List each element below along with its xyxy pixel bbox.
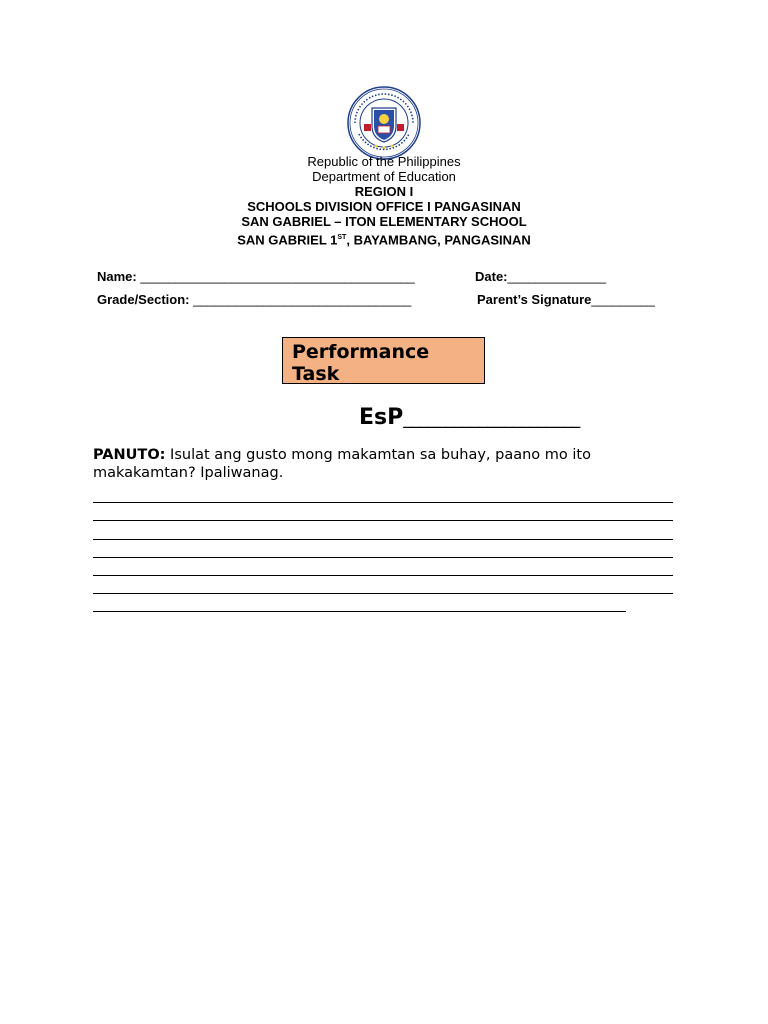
performance-task-box: Performance Task bbox=[282, 337, 485, 384]
parent-signature-label: Parent’s Signature bbox=[477, 292, 592, 307]
name-line: _______________________________________ bbox=[140, 269, 415, 284]
name-field[interactable] bbox=[97, 269, 415, 284]
header-school: SAN GABRIEL – ITON ELEMENTARY SCHOOL bbox=[241, 214, 527, 229]
answer-line[interactable] bbox=[93, 594, 626, 612]
answer-line[interactable] bbox=[93, 503, 673, 521]
date-label: Date: bbox=[475, 269, 508, 284]
header-region: REGION I bbox=[354, 184, 414, 199]
grade-section-field[interactable] bbox=[97, 292, 411, 307]
name-label: Name: bbox=[97, 269, 137, 284]
answer-area[interactable] bbox=[93, 485, 673, 612]
header-republic: Republic of the Philippines bbox=[307, 154, 461, 169]
grade-section-line: _______________________________ bbox=[193, 292, 412, 307]
subject-line: _____________________ bbox=[403, 408, 580, 429]
answer-line[interactable] bbox=[93, 485, 673, 503]
grade-section-label: Grade/Section: bbox=[97, 292, 190, 307]
date-line: ______________ bbox=[507, 269, 606, 284]
instructions-text: Isulat ang gusto mong makamtan sa buhay, paano mo ito makakamtan? Ipaliwanag. bbox=[93, 447, 591, 481]
answer-line[interactable] bbox=[93, 558, 673, 576]
header-department: Department of Education bbox=[312, 169, 456, 184]
header-address: SAN GABRIEL 1ST, BAYAMBANG, PANGASINAN bbox=[237, 232, 531, 248]
date-field[interactable] bbox=[475, 269, 606, 284]
answer-line[interactable] bbox=[93, 540, 673, 558]
header-division: SCHOOLS DIVISION OFFICE I PANGASINAN bbox=[247, 199, 521, 214]
answer-line[interactable] bbox=[93, 576, 673, 594]
subject-label: EsP bbox=[359, 405, 404, 430]
instructions-label: PANUTO: bbox=[93, 447, 166, 463]
answer-line[interactable] bbox=[93, 521, 673, 539]
parent-signature-field[interactable] bbox=[477, 292, 655, 307]
parent-signature-line: _________ bbox=[591, 292, 655, 307]
subject-heading bbox=[359, 405, 580, 430]
instructions bbox=[93, 446, 653, 482]
